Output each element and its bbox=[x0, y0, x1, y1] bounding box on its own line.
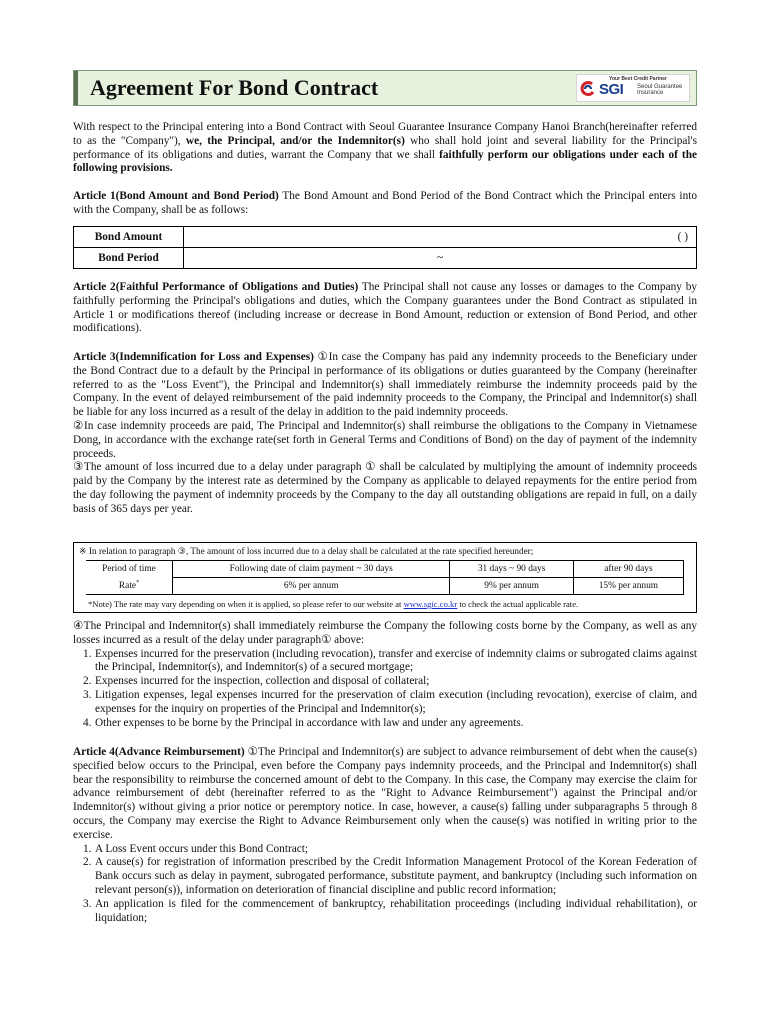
table-row bbox=[74, 248, 697, 269]
list-item: 4. Other expenses to be borne by the Principal in accordance with law and under any agreements. bbox=[83, 716, 524, 729]
article-3-paragraph-3: ③The amount of loss incurred due to a delay under paragraph ① shall be calculated by multiplying the amount of indemnity proceeds paid by the Company by the interest rate as determined by the Company as applicable to delayed repayments for the entire period from the day following the payment of indemnity proceeds by the Company to the day all outstanding obligations are repaid in full, on a daily basis of 365 days per year. bbox=[73, 461, 697, 515]
logo-wordmark: SGI bbox=[599, 81, 624, 98]
document-header bbox=[73, 70, 697, 106]
bond-table bbox=[73, 226, 697, 269]
advance-reimbursement-list bbox=[73, 843, 697, 926]
header-accent-bar bbox=[74, 71, 78, 105]
table-cell: 15% per annum bbox=[573, 578, 683, 595]
list-item: 1. Expenses incurred for the preservation (including revocation), transfer and exercise of indemnity claims or subrogated claims against the Principal, Indemnitor(s), and Indemnitor(s) of a secured mortgage; bbox=[83, 647, 697, 674]
document-title: Agreement For Bond Contract bbox=[90, 75, 379, 100]
logo-subtitle: Seoul Guarantee Insurance bbox=[637, 84, 683, 96]
article-2-heading: Article 2(Faithful Performance of Obligations and Duties) bbox=[73, 281, 359, 293]
article-4-heading: Article 4(Advance Reimbursement) bbox=[73, 746, 245, 758]
intro-paragraph: With respect to the Principal entering into a Bond Contract with Seoul Guarantee Insurance Company Hanoi Branch(hereinafter referred to as the "Company"), we, the Principal, and/or the Indemnitor(s) who shall hold joint and several liability for the Principal's performance of its obligations and duties, warrant the Company that we shall faithfully perform our obligations under each of the following provisions. bbox=[73, 121, 697, 175]
article-4: Article 4(Advance Reimbursement) ①The Principal and Indemnitor(s) are subject to advance reimbursement of debt when the cause(s) specified below occurs to the Principal, even before the Company pays indemnity proceeds, and the Principal and Indemnitor(s) shall bear the responsibility to reimburse the concerned amount of debt to the Company. In this case, the Company may exercise the claim for advance reimbursement of debt (hereinafter referred to as the "Right to Advance Reimbursement") against the Principal and/or Indemnitor(s) without giving a prior notice or peremptory notice. In case, however, a cause(s) falling under subparagraphs 5 through 8 occurs, the Company may exercise the Right to Advance Reimbursement only when the cause(s) was notified in writing prior to the exercise. 1. A Loss Event occurs under this Bond Contract; 2. A cause(s) for registration of information prescribed by the Credit Information Management Protocol of the Korean Federation of Bank occurs such as delay in payment, subrogated performance, substitute payment, and bankruptcy (including such information on relevant person(s)), information on deterioration of financial discipline and public record information; 3. An application is filed for the commencement of bankruptcy, rehabilitation proceedings (including individual rehabilitation), or liquidation; bbox=[73, 746, 697, 924]
article-3 bbox=[73, 351, 697, 517]
article-3-paragraph-2: ②In case indemnity proceeds are paid, The Principal and Indemnitor(s) shall reimburse the obligations to the Company in Vietnamese Dong, in accordance with the exchange rate(set forth in General Terms and Conditions of Bond) on the day of payment of the indemnity proceeds. bbox=[73, 419, 697, 460]
list-item: 2. A cause(s) for registration of information prescribed by the Credit Information Management Protocol of the Korean Federation of Bank occurs such as delay in payment, subrogated performance, substitute payment, and bankruptcy (including such information on relevant person(s)), information on deterioration of financial discipline and public record information; bbox=[83, 856, 697, 896]
logo-tagline: Your Best Credit Partner bbox=[609, 76, 667, 82]
sgi-swirl-icon bbox=[580, 81, 596, 97]
article-1: Article 1(Bond Amount and Bond Period) The Bond Amount and Bond Period of the Bond Contract which the Principal enters into with the Company, shall be as follows: bbox=[73, 190, 698, 216]
rate-table bbox=[86, 560, 684, 595]
sgi-logo bbox=[576, 74, 690, 102]
table-cell: 6% per annum bbox=[173, 578, 450, 595]
rate-note: ※ In relation to paragraph ③, The amount of loss incurred due to a delay shall be calculated at the rate specified hereunder; bbox=[79, 546, 534, 556]
expense-list bbox=[73, 648, 697, 731]
article-1-heading: Article 1(Bond Amount and Bond Period) bbox=[73, 190, 279, 202]
list-item: 3. Litigation expenses, legal expenses incurred for the preservation of claim execution (including revocation), exercise of claim, and expenses for the inquiry on properties of the Principal and Indemnitor(s); bbox=[83, 688, 697, 715]
bond-period-value: ~ bbox=[184, 248, 697, 269]
table-cell: after 90 days bbox=[573, 561, 683, 578]
table-cell: Following date of claim payment ~ 30 days bbox=[173, 561, 450, 578]
table-cell: 31 days ~ 90 days bbox=[450, 561, 573, 578]
sgic-website-link[interactable]: www.sgic.co.kr bbox=[403, 599, 458, 609]
list-item: 2. Expenses incurred for the inspection, collection and disposal of collateral; bbox=[83, 675, 430, 688]
table-cell: 9% per annum bbox=[450, 578, 573, 595]
article-3-heading: Article 3(Indemnification for Loss and Expenses) bbox=[73, 351, 314, 363]
period-label: Period of time bbox=[86, 561, 173, 578]
bond-period-label: Bond Period bbox=[74, 248, 184, 269]
table-row bbox=[86, 578, 684, 595]
list-item: 3. An application is filed for the commencement of bankruptcy, rehabilitation proceedings (including individual rehabilitation), or liquidation; bbox=[83, 897, 697, 924]
bond-amount-value: ( ) bbox=[184, 227, 697, 248]
article-2: Article 2(Faithful Performance of Obligations and Duties) The Principal shall not cause any losses or damages to the Company by faithfully performing the Principal's obligations and duties, which the Company guarantees under the Bond Contract as stipulated in Article 1 or modifications thereof (including increase or decrease in Bond Amount, reduction or extension of Bond Period, and other modifications). bbox=[73, 281, 697, 335]
rate-label: Rate* bbox=[86, 578, 173, 595]
rate-footnote: *Note) The rate may vary depending on when it is applied, so please refer to our website at www.sgic.co.kr to check the actual applicable rate. bbox=[88, 599, 579, 609]
table-row bbox=[86, 561, 684, 578]
table-row bbox=[74, 227, 697, 248]
article-3-paragraph-1: Article 3(Indemnification for Loss and Expenses) ①In case the Company has paid any indemnity proceeds to the Beneficiary under the Bond Contract due to a default by the Principal in performance of its obligations or duties guaranteed by the Company (hereinafter referred to as the "Loss Event"), the Principal and Indemnitor(s) shall immediately reimburse the indemnity proceeds paid by the Company. In the event of delayed reimbursement of the paid indemnity proceeds to the Company, the Principal and Indemnitor(s) shall be liable for any loss incurred as a result of the delay in addition to the paid indemnity proceeds. bbox=[73, 351, 697, 419]
delay-rate-box bbox=[73, 542, 697, 613]
list-item: 1. A Loss Event occurs under this Bond Contract; bbox=[83, 842, 309, 855]
bond-amount-label: Bond Amount bbox=[74, 227, 184, 248]
article-3-paragraph-4: ④The Principal and Indemnitor(s) shall immediately reimburse the Company the following costs borne by the Company, as well as any losses incurred as a result of the delay under paragraph① above: 1. Expenses incurred for the preservation (including revocation), transfer and exercise of indemnity claims or subrogated claims against the Principal, Indemnitor(s), and Indemnitor(s) of a secured mortgage; 2. Expenses incurred for the inspection, collection and disposal of collateral; 3. Litigation expenses, legal expenses incurred for the preservation of claim execution (including revocation), exercise of claim, and expenses for the inquiry on properties of the Principal and Indemnitor(s); 4. Other expenses to be borne by the Principal in accordance with law and under any agreements. bbox=[73, 620, 698, 729]
